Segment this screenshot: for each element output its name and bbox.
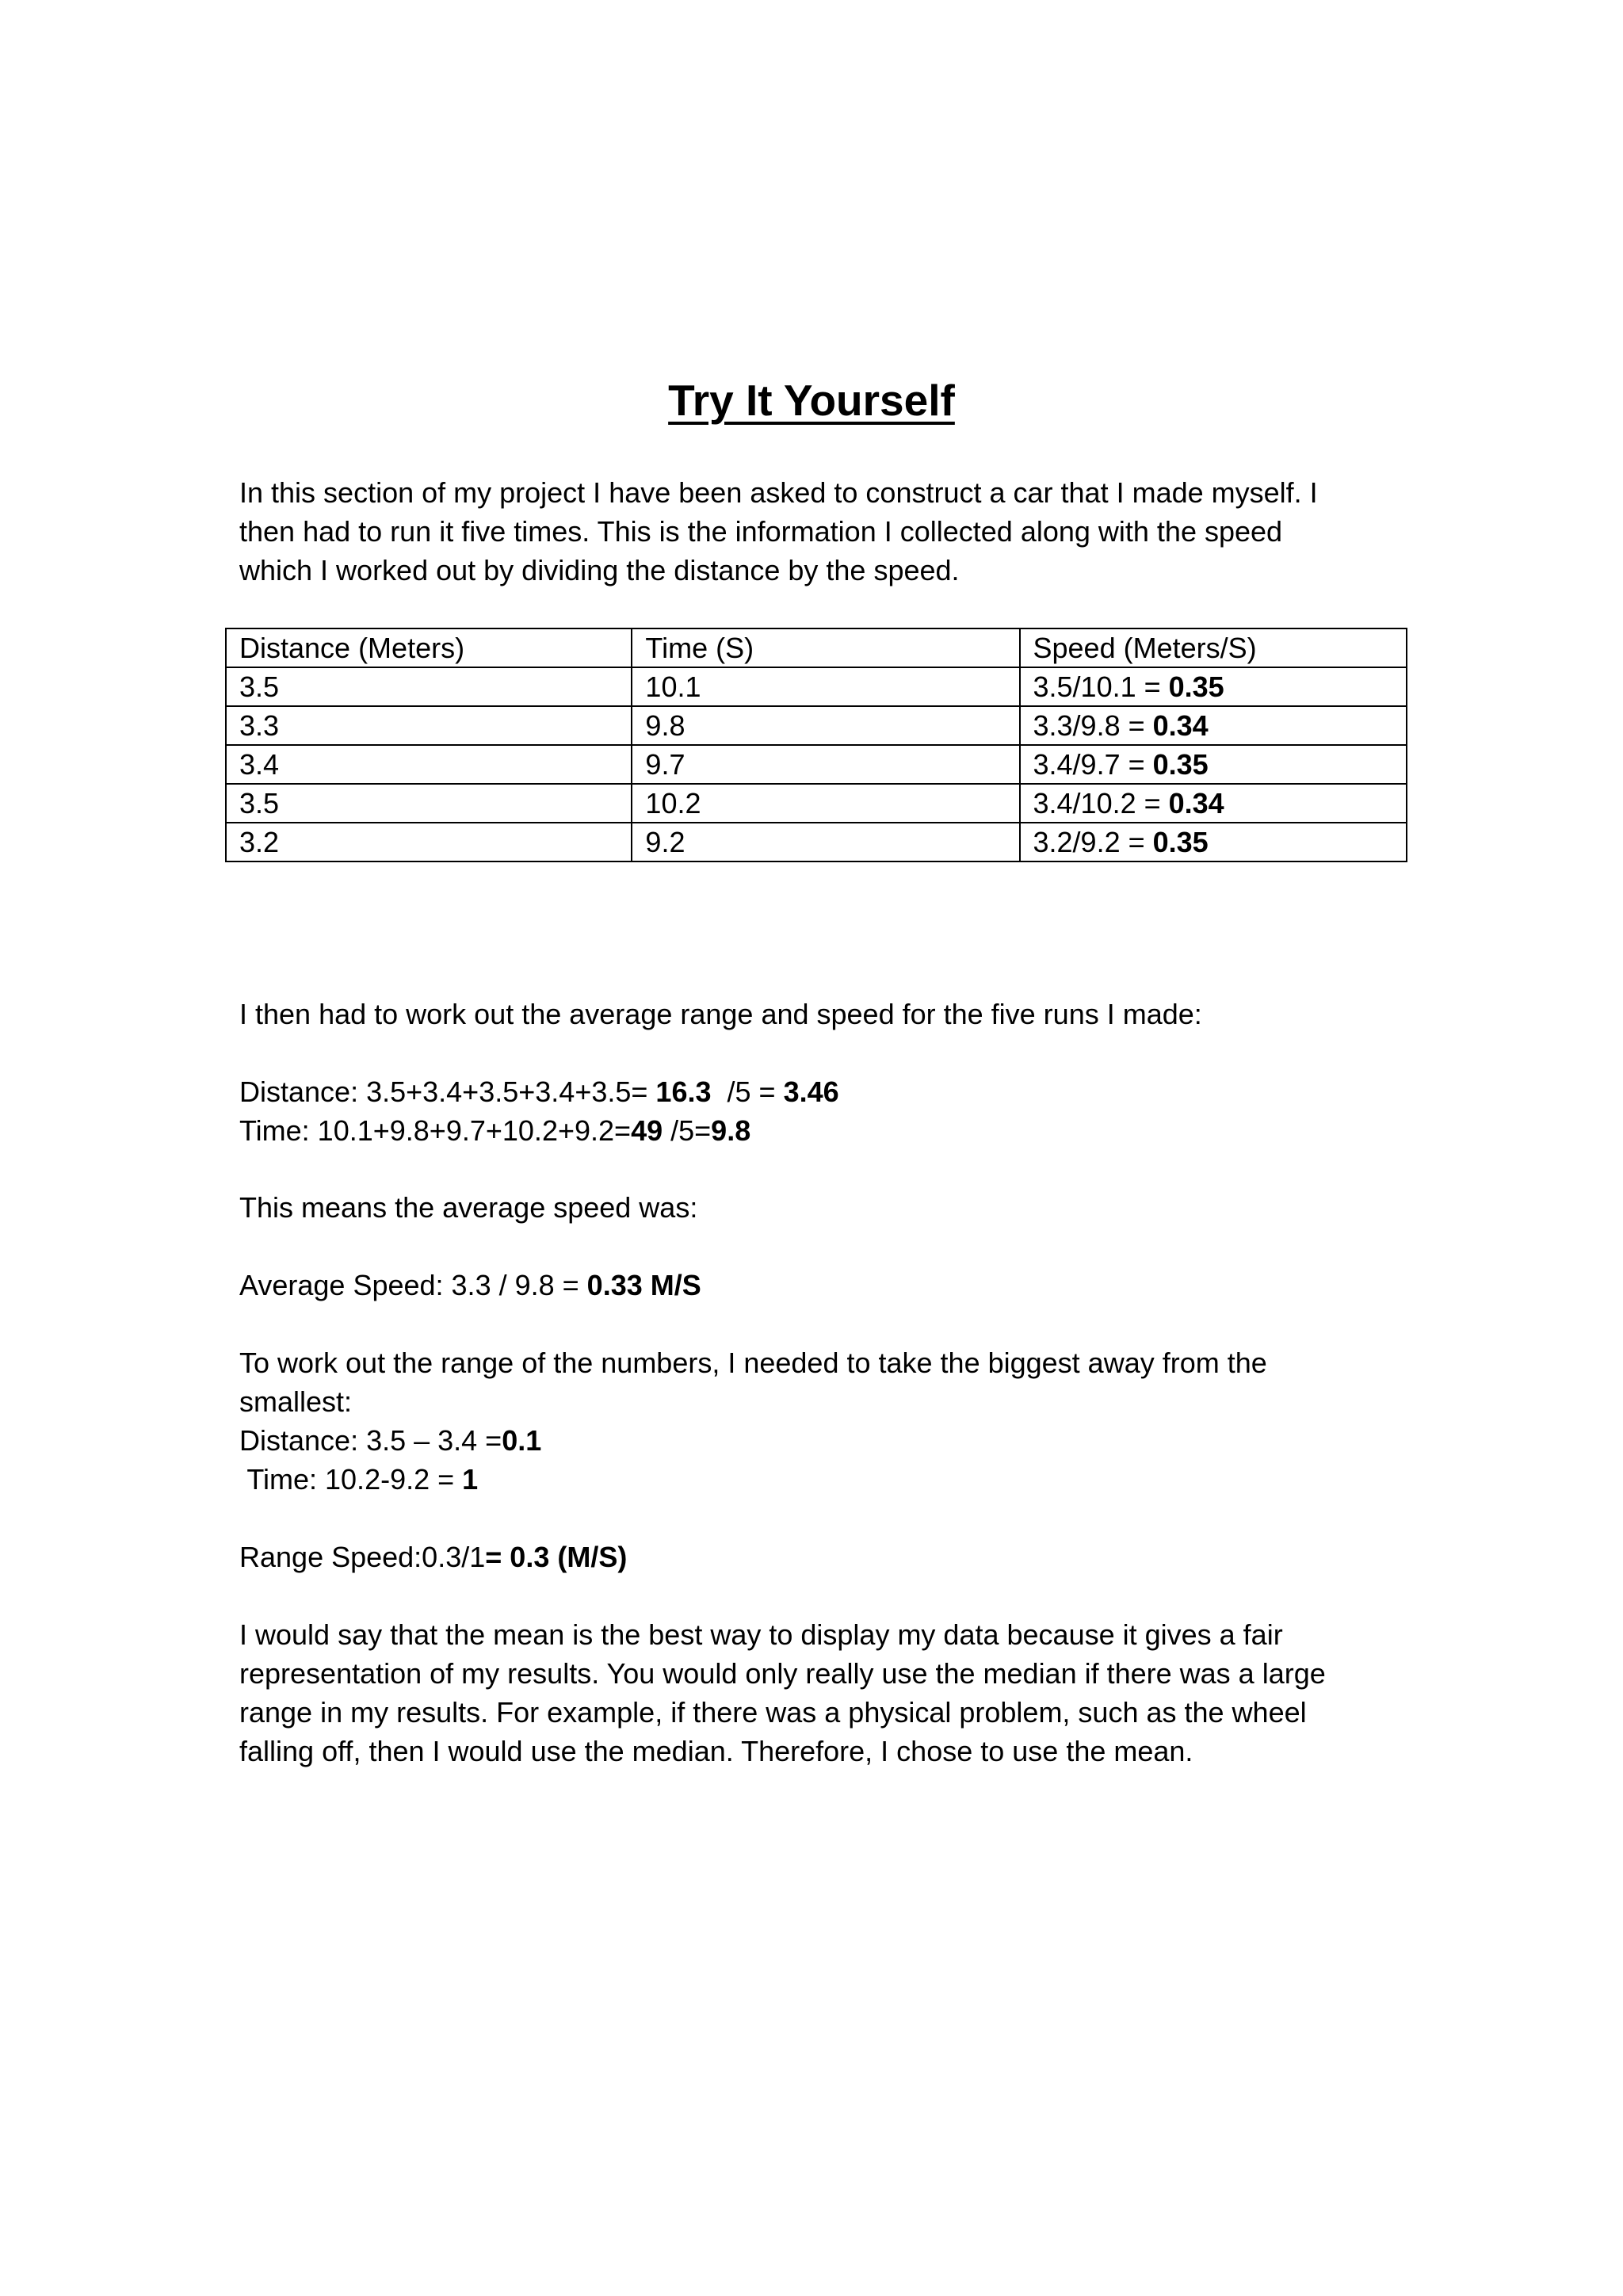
avg-speed-formula: Average Speed: 3.3 / 9.8 = xyxy=(239,1269,587,1301)
speed-calc: 3.4/9.7 = xyxy=(1033,748,1153,781)
cell-speed xyxy=(1020,745,1407,784)
cell-time: 9.7 xyxy=(632,745,1019,784)
conclusion-paragraph xyxy=(239,1615,1396,1771)
range-time-formula: Time: 10.2-9.2 = xyxy=(239,1463,463,1496)
table-row xyxy=(226,784,1407,823)
speed-value: 0.35 xyxy=(1152,748,1209,781)
range-speed-block xyxy=(239,1538,1396,1576)
cell-distance: 3.3 xyxy=(226,706,632,745)
range-block xyxy=(239,1343,1396,1499)
averages-block xyxy=(239,1072,1396,1150)
table-row xyxy=(226,823,1407,861)
speed-calc: 3.2/9.2 = xyxy=(1033,826,1153,858)
range-distance-result: 0.1 xyxy=(502,1424,542,1457)
range-speed-formula: Range Speed:0.3/1 xyxy=(239,1541,486,1573)
range-intro-line: To work out the range of the numbers, I needed to take the biggest away from the xyxy=(239,1347,1267,1379)
cell-speed xyxy=(1020,706,1407,745)
header-speed: Speed (Meters/S) xyxy=(1020,628,1407,667)
average-time-result: 9.8 xyxy=(711,1114,751,1147)
cell-distance: 3.2 xyxy=(226,823,632,861)
speed-value: 0.35 xyxy=(1168,670,1224,703)
avg-speed-block xyxy=(239,1266,1396,1305)
table-row xyxy=(226,745,1407,784)
range-distance-formula: Distance: 3.5 – 3.4 = xyxy=(239,1424,502,1457)
speed-value: 0.35 xyxy=(1152,826,1209,858)
cell-distance: 3.5 xyxy=(226,667,632,706)
avg-speed-line xyxy=(239,1266,1396,1305)
average-distance-sum: 16.3 xyxy=(655,1075,712,1108)
averages-intro xyxy=(239,995,1396,1033)
average-time-line xyxy=(239,1111,1396,1150)
cell-time: 10.1 xyxy=(632,667,1019,706)
header-distance: Distance (Meters) xyxy=(226,628,632,667)
average-distance-line xyxy=(239,1072,1396,1111)
intro-line: then had to run it five times. This is the information I collected along with the speed xyxy=(239,515,1283,548)
speed-value: 0.34 xyxy=(1168,787,1224,819)
table-row xyxy=(226,667,1407,706)
cell-speed xyxy=(1020,784,1407,823)
table-row xyxy=(226,706,1407,745)
range-time-line xyxy=(239,1460,1396,1499)
intro-line: In this section of my project I have been asked to construct a car that I made myself. I xyxy=(239,476,1318,509)
speed-calc: 3.5/10.1 = xyxy=(1033,670,1169,703)
cell-distance: 3.4 xyxy=(226,745,632,784)
cell-speed xyxy=(1020,667,1407,706)
range-distance-line xyxy=(239,1421,1396,1460)
average-time-divide: /5= xyxy=(663,1114,712,1147)
conclusion-line: representation of my results. You would only really use the median if there was a large xyxy=(239,1657,1326,1690)
conclusion-line: range in my results. For example, if there was a physical problem, such as the wheel xyxy=(239,1696,1307,1729)
speed-value: 0.34 xyxy=(1152,709,1209,742)
cell-distance: 3.5 xyxy=(226,784,632,823)
average-distance-divide: /5 = xyxy=(711,1075,784,1108)
cell-time: 10.2 xyxy=(632,784,1019,823)
intro-line: which I worked out by dividing the distance by the speed. xyxy=(239,554,960,586)
average-time-sum: 49 xyxy=(631,1114,663,1147)
table-header-row xyxy=(226,628,1407,667)
avg-speed-intro-text: This means the average speed was: xyxy=(239,1191,698,1224)
range-intro-line: smallest: xyxy=(239,1385,353,1418)
conclusion-line: I would say that the mean is the best way to display my data because it gives a fair xyxy=(239,1618,1283,1651)
cell-time: 9.2 xyxy=(632,823,1019,861)
header-time: Time (S) xyxy=(632,628,1019,667)
average-distance-result: 3.46 xyxy=(783,1075,839,1108)
intro-paragraph xyxy=(239,473,1396,590)
avg-speed-result: 0.33 M/S xyxy=(586,1269,701,1301)
average-distance-formula: Distance: 3.5+3.4+3.5+3.4+3.5= xyxy=(239,1075,656,1108)
avg-speed-intro xyxy=(239,1188,1396,1227)
average-time-formula: Time: 10.1+9.8+9.7+10.2+9.2= xyxy=(239,1114,632,1147)
range-time-result: 1 xyxy=(462,1463,479,1496)
results-table xyxy=(225,628,1407,862)
speed-calc: 3.4/10.2 = xyxy=(1033,787,1169,819)
range-speed-line xyxy=(239,1538,1396,1576)
page-title: Try It Yourself xyxy=(668,376,955,425)
cell-time: 9.8 xyxy=(632,706,1019,745)
cell-speed xyxy=(1020,823,1407,861)
conclusion-line: falling off, then I would use the median. Therefore, I chose to use the mean. xyxy=(239,1735,1193,1767)
averages-intro-text: I then had to work out the average range and speed for the five runs I made: xyxy=(239,998,1202,1030)
range-speed-result: = 0.3 (M/S) xyxy=(485,1541,628,1573)
speed-calc: 3.3/9.8 = xyxy=(1033,709,1153,742)
